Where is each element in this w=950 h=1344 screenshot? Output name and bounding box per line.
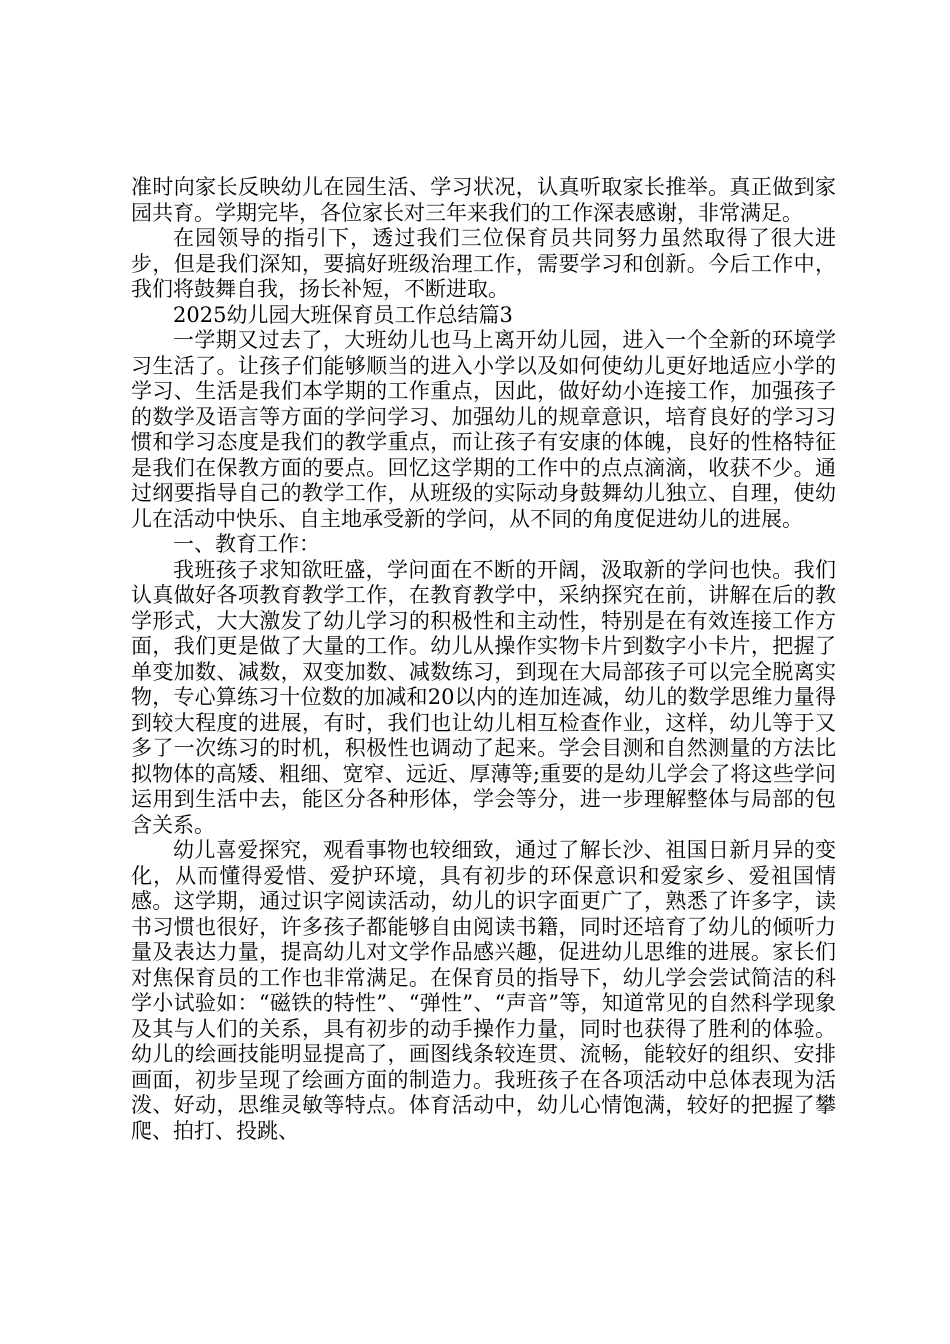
subsection-heading: 一、教育工作： xyxy=(173,532,320,556)
paragraph: 幼儿喜爱探究，观看事物也较细致，通过了解长沙、祖国日新月异的变化，从而懂得爱惜、爱护环境，具有初步的环保意识和爱家乡、爱祖国情感。这学期，通过识字阅读活动，幼儿的识字面更广了，熟悉了许多字，读书习惯也很好，许多孩子都能够自由阅读书籍，同时还培育了幼儿的倾听力量及表达力量，提高幼儿对文学作品感兴趣，促进幼儿思维的进展。家长们对焦保育员的工作也非常满足。在保育员的指导下，幼儿学会尝试简洁的科学小试验如：“磁铁的特性”、“弹性”、“声音”等，知道常见的自然科学现象及其与人们的关系，具有初步的动手操作力量，同时也获得了胜利的体验。幼儿的绘画技能明显提高了，画图线条较连贯、流畅，能较好的组织、安排画面，初步呈现了绘画方面的制造力。我班孩子在各项活动中总体表现为活泼、好动，思维灵敏等特点。体育活动中，幼儿心情饱满，较好的把握了攀爬、拍打、投跳、 xyxy=(131,838,836,1143)
document-body xyxy=(131,175,836,1144)
paragraph: 我班孩子求知欲旺盛，学问面在不断的开阔，汲取新的学问也快。我们认真做好各项教育教学工作，在教育教学中，采纳探究在前，讲解在后的教学形式，大大激发了幼儿学习的积极性和主动性，特别是在有效连接工作方面，我们更是做了大量的工作。幼儿从操作实物卡片到数字小卡片，把握了单变加数、减数，双变加数、减数练习，到现在大局部孩子可以完全脱离实物，专心算练习十位数的加减和20以内的连加连减，幼儿的数学思维力量得到较大程度的进展，有时，我们也让幼儿相互检查作业，这样，幼儿等于又多了一次练习的时机，积极性也调动了起来。学会目测和自然测量的方法比拟物体的高矮、粗细、宽窄、远近、厚薄等;重要的是幼儿学会了将这些学问运用到生活中去，能区分各种形体，学会等分，进一步理解整体与局部的包含关系。 xyxy=(131,557,836,837)
paragraph: 在园领导的指引下，透过我们三位保育员共同努力虽然取得了很大进步，但是我们深知，要搞好班级治理工作，需要学习和创新。今后工作中，我们将鼓舞自我，扬长补短，不断进取。 xyxy=(131,226,836,301)
paragraph: 一学期又过去了，大班幼儿也马上离开幼儿园，进入一个全新的环境学习生活了。让孩子们能够顺当的进入小学以及如何使幼儿更好地适应小学的学习、生活是我们本学期的工作重点，因此，做好幼小连接工作，加强孩子的数学及语言等方面的学问学习、加强幼儿的规章意识，培育良好的学习习惯和学习态度是我们的教学重点，而让孩子有安康的体魄，良好的性格特征是我们在保教方面的要点。回忆这学期的工作中的点点滴滴，收获不少。通过纲要指导自己的教学工作，从班级的实际动身鼓舞幼儿独立、自理，使幼儿在活动中快乐、自主地承受新的学问，从不同的角度促进幼儿的进展。 xyxy=(131,328,836,531)
section-heading: 2025幼儿园大班保育员工作总结篇3 xyxy=(173,302,513,327)
paragraph: 准时向家长反映幼儿在园生活、学习状况，认真听取家长推举。真正做到家园共育。学期完毕，各位家长对三年来我们的工作深表感谢，非常满足。 xyxy=(131,175,836,225)
